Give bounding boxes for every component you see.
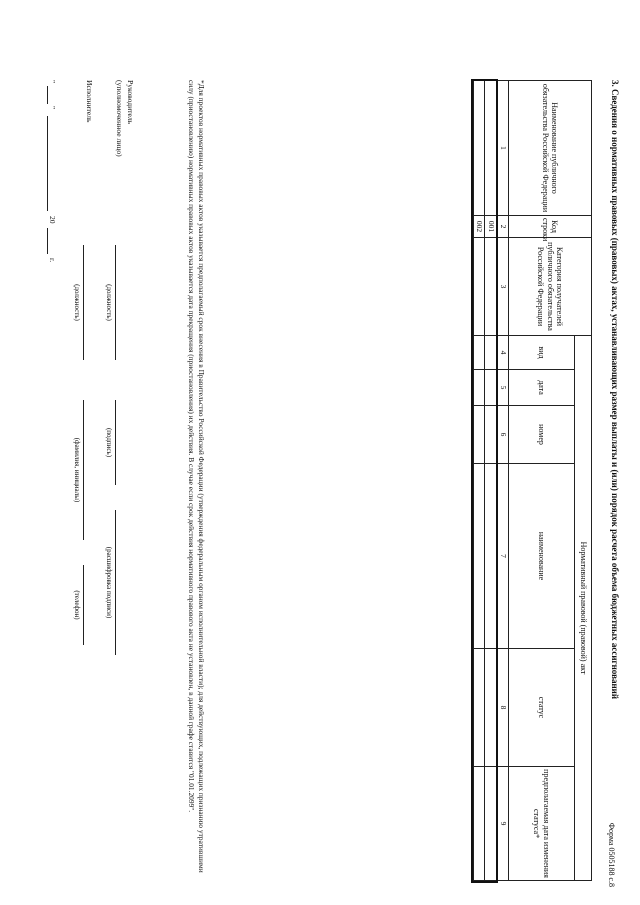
form-code: Форма 0505188 с.8: [607, 822, 616, 887]
head-signature-caption: (подпись): [105, 427, 113, 458]
header-normative-act: Нормативный правовой (правовой) акт: [575, 336, 592, 881]
date-year-prefix: 20: [48, 216, 57, 224]
column-number: 8: [497, 649, 509, 767]
date-quote-close: ": [48, 106, 57, 110]
table-row: [473, 81, 485, 881]
cell-row-code: 001: [485, 216, 497, 238]
header-act-date: дата: [509, 370, 575, 406]
column-number: 7: [497, 464, 509, 649]
date-day-line[interactable]: [47, 86, 48, 104]
cell-status-change-date[interactable]: [485, 767, 497, 881]
header-row-code: Код строки: [509, 216, 592, 238]
section-title: 3. Сведения о нормативных правовых (правовых) актах, устанавливающих размер выплаты и (или) порядок расчета объема бюджетных ассигнований: [610, 80, 620, 700]
cell-act-status[interactable]: [485, 649, 497, 767]
date-year-suffix: г.: [48, 258, 57, 263]
table-body: [473, 81, 496, 881]
column-number: 4: [497, 336, 509, 370]
column-number: 3: [497, 238, 509, 336]
date-quote-open: ": [48, 80, 57, 84]
executor-fio-line[interactable]: [83, 400, 84, 540]
cell-act-name[interactable]: [473, 464, 485, 649]
cell-status-change-date[interactable]: [473, 767, 485, 881]
date-year-line[interactable]: [47, 228, 48, 254]
executor-position-caption: (должность): [73, 284, 81, 321]
cell-act-number[interactable]: [473, 406, 485, 464]
head-decryption-caption: (расшифровка подписи): [105, 546, 113, 619]
head-position-caption: (должность): [105, 284, 113, 321]
executor-fio-caption: (фамилия, инициалы): [73, 437, 81, 503]
table-row: [485, 81, 497, 881]
normative-acts-table: [473, 80, 592, 881]
header-act-name: наименование: [509, 464, 575, 649]
head-label: Руководитель: [126, 80, 135, 125]
cell-act-date[interactable]: [473, 370, 485, 406]
executor-label: Исполнитель: [85, 80, 94, 123]
cell-row-code: 002: [473, 216, 485, 238]
cell-obligation-name[interactable]: [473, 81, 485, 216]
cell-act-name[interactable]: [485, 464, 497, 649]
cell-act-type[interactable]: [473, 336, 485, 370]
date-month-line[interactable]: [47, 116, 48, 211]
column-number: 1: [497, 81, 509, 216]
header-obligation-name: Наименование публичного обязательства Российской Федерации: [509, 81, 592, 216]
cell-act-number[interactable]: [485, 406, 497, 464]
cell-act-date[interactable]: [485, 370, 497, 406]
column-number: 2: [497, 216, 509, 238]
column-number: 6: [497, 406, 509, 464]
column-number: 5: [497, 370, 509, 406]
head-signature-line[interactable]: [115, 400, 116, 485]
executor-phone-line[interactable]: [83, 565, 84, 645]
head-decryption-line[interactable]: [115, 510, 116, 655]
cell-recipient-category[interactable]: [473, 238, 485, 336]
executor-phone-caption: (телефон): [73, 590, 81, 620]
cell-obligation-name[interactable]: [485, 81, 497, 216]
header-act-status: статус: [509, 649, 575, 767]
head-label-authorized: (уполномоченное лицо): [115, 80, 124, 157]
header-act-number: номер: [509, 406, 575, 464]
header-act-type: вид: [509, 336, 575, 370]
cell-recipient-category[interactable]: [485, 238, 497, 336]
cell-act-type[interactable]: [485, 336, 497, 370]
cell-act-status[interactable]: [473, 649, 485, 767]
executor-position-line[interactable]: [83, 245, 84, 360]
head-position-line[interactable]: [115, 245, 116, 360]
header-recipient-category: Категория получателей публичного обязательства Российской Федерации: [509, 238, 592, 336]
footnote: *Для проектов нормативных правовых актов указывается предполагаемый срок внесения в Правительство Российской Федерации (утверждения федеральным органом исполнительной власти); для действующих, подлежащих признанию утратившими силу (приостановлению) нормативных правовых актов указывается дата прекращения (приостановления) их действия. В случае если срок действия нормативного правового акта не установлен, в данной графе ставится "01.01.2099".: [187, 80, 206, 873]
header-status-change-date: предполагаемая дата изменения статуса*: [509, 767, 575, 881]
column-number: 9: [497, 767, 509, 881]
